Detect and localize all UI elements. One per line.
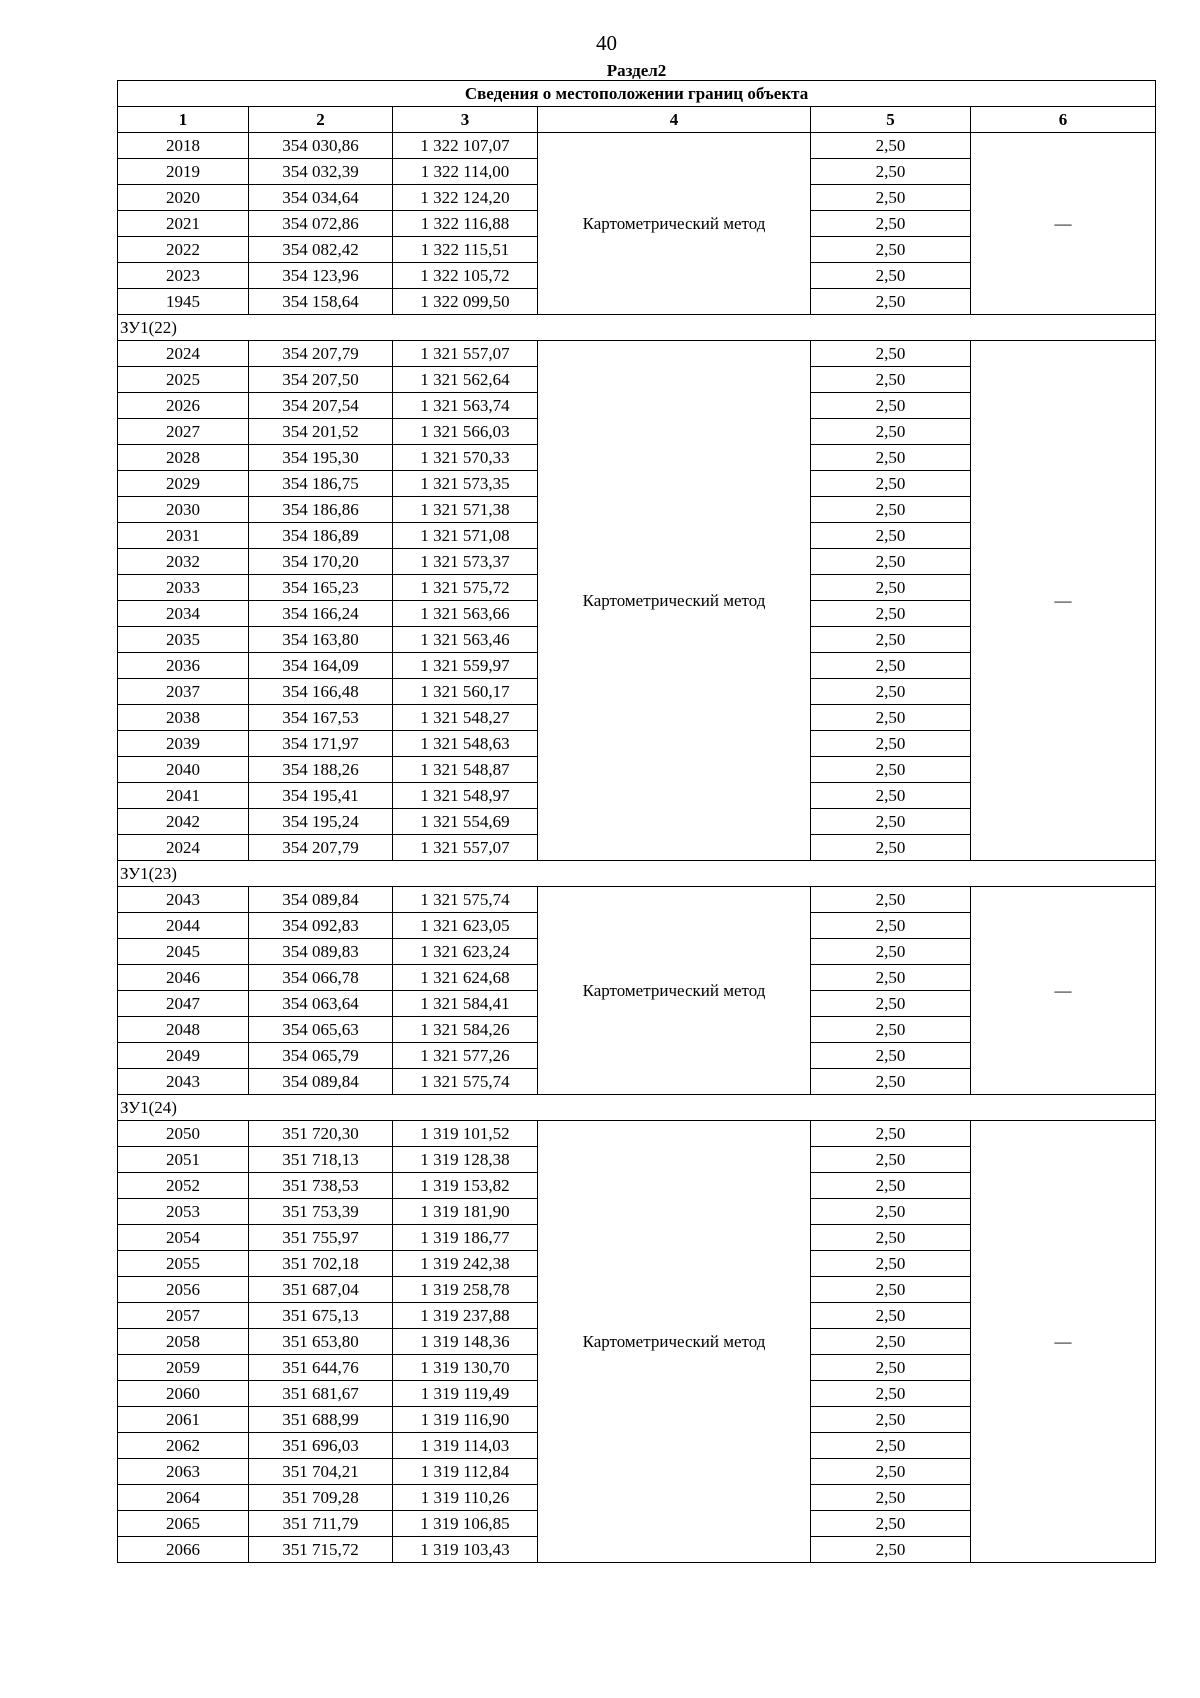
y-coordinate-cell: 1 321 623,05 <box>393 913 538 939</box>
accuracy-cell: 2,50 <box>811 1043 971 1069</box>
y-coordinate-cell: 1 321 575,74 <box>393 887 538 913</box>
point-number-cell: 2041 <box>118 783 249 809</box>
point-number-cell: 2027 <box>118 419 249 445</box>
point-number-cell: 2018 <box>118 133 249 159</box>
page-number: 40 <box>596 31 617 55</box>
group-label: ЗУ1(23) <box>118 861 1156 887</box>
column-header: 6 <box>971 107 1156 133</box>
accuracy-cell: 2,50 <box>811 1329 971 1355</box>
x-coordinate-cell: 354 164,09 <box>249 653 393 679</box>
table-row <box>118 1121 1156 1147</box>
x-coordinate-cell: 351 681,67 <box>249 1381 393 1407</box>
y-coordinate-cell: 1 321 548,63 <box>393 731 538 757</box>
group-header-row <box>118 1095 1156 1121</box>
y-coordinate-cell: 1 319 130,70 <box>393 1355 538 1381</box>
y-coordinate-cell: 1 319 110,26 <box>393 1485 538 1511</box>
y-coordinate-cell: 1 321 560,17 <box>393 679 538 705</box>
x-coordinate-cell: 354 166,24 <box>249 601 393 627</box>
x-coordinate-cell: 354 092,83 <box>249 913 393 939</box>
point-number-cell: 2024 <box>118 341 249 367</box>
y-coordinate-cell: 1 319 119,49 <box>393 1381 538 1407</box>
point-number-cell: 2046 <box>118 965 249 991</box>
y-coordinate-cell: 1 321 575,74 <box>393 1069 538 1095</box>
y-coordinate-cell: 1 322 114,00 <box>393 159 538 185</box>
accuracy-cell: 2,50 <box>811 601 971 627</box>
accuracy-cell: 2,50 <box>811 939 971 965</box>
accuracy-cell: 2,50 <box>811 1433 971 1459</box>
accuracy-cell: 2,50 <box>811 1121 971 1147</box>
y-coordinate-cell: 1 322 124,20 <box>393 185 538 211</box>
y-coordinate-cell: 1 319 242,38 <box>393 1251 538 1277</box>
accuracy-cell: 2,50 <box>811 1303 971 1329</box>
y-coordinate-cell: 1 322 107,07 <box>393 133 538 159</box>
x-coordinate-cell: 354 063,64 <box>249 991 393 1017</box>
y-coordinate-cell: 1 321 563,46 <box>393 627 538 653</box>
x-coordinate-cell: 354 066,78 <box>249 965 393 991</box>
x-coordinate-cell: 351 711,79 <box>249 1511 393 1537</box>
accuracy-cell: 2,50 <box>811 679 971 705</box>
point-number-cell: 2038 <box>118 705 249 731</box>
x-coordinate-cell: 351 704,21 <box>249 1459 393 1485</box>
x-coordinate-cell: 354 163,80 <box>249 627 393 653</box>
accuracy-cell: 2,50 <box>811 887 971 913</box>
point-number-cell: 2028 <box>118 445 249 471</box>
point-number-cell: 2060 <box>118 1381 249 1407</box>
y-coordinate-cell: 1 321 570,33 <box>393 445 538 471</box>
accuracy-cell: 2,50 <box>811 549 971 575</box>
y-coordinate-cell: 1 319 106,85 <box>393 1511 538 1537</box>
accuracy-cell: 2,50 <box>811 1511 971 1537</box>
accuracy-cell: 2,50 <box>811 1017 971 1043</box>
description-cell: — <box>971 887 1156 1095</box>
y-coordinate-cell: 1 319 114,03 <box>393 1433 538 1459</box>
point-number-cell: 2047 <box>118 991 249 1017</box>
x-coordinate-cell: 354 065,63 <box>249 1017 393 1043</box>
y-coordinate-cell: 1 321 624,68 <box>393 965 538 991</box>
accuracy-cell: 2,50 <box>811 367 971 393</box>
y-coordinate-cell: 1 321 557,07 <box>393 341 538 367</box>
y-coordinate-cell: 1 321 584,41 <box>393 991 538 1017</box>
accuracy-cell: 2,50 <box>811 1251 971 1277</box>
accuracy-cell: 2,50 <box>811 497 971 523</box>
y-coordinate-cell: 1 321 562,64 <box>393 367 538 393</box>
x-coordinate-cell: 351 675,13 <box>249 1303 393 1329</box>
point-number-cell: 2042 <box>118 809 249 835</box>
accuracy-cell: 2,50 <box>811 1381 971 1407</box>
x-coordinate-cell: 354 166,48 <box>249 679 393 705</box>
accuracy-cell: 2,50 <box>811 991 971 1017</box>
point-number-cell: 2051 <box>118 1147 249 1173</box>
y-coordinate-cell: 1 319 258,78 <box>393 1277 538 1303</box>
y-coordinate-cell: 1 319 237,88 <box>393 1303 538 1329</box>
section-label: Раздел2 <box>606 61 667 80</box>
accuracy-cell: 2,50 <box>811 731 971 757</box>
x-coordinate-cell: 354 207,79 <box>249 835 393 861</box>
accuracy-cell: 2,50 <box>811 835 971 861</box>
accuracy-cell: 2,50 <box>811 133 971 159</box>
point-number-cell: 2023 <box>118 263 249 289</box>
point-number-cell: 2043 <box>118 887 249 913</box>
group-label: ЗУ1(24) <box>118 1095 1156 1121</box>
accuracy-cell: 2,50 <box>811 1537 971 1563</box>
x-coordinate-cell: 354 030,86 <box>249 133 393 159</box>
accuracy-cell: 2,50 <box>811 575 971 601</box>
y-coordinate-cell: 1 319 112,84 <box>393 1459 538 1485</box>
x-coordinate-cell: 354 207,50 <box>249 367 393 393</box>
accuracy-cell: 2,50 <box>811 1459 971 1485</box>
accuracy-cell: 2,50 <box>811 1199 971 1225</box>
accuracy-cell: 2,50 <box>811 445 971 471</box>
point-number-cell: 2053 <box>118 1199 249 1225</box>
group-header-row <box>118 315 1156 341</box>
point-number-cell: 2036 <box>118 653 249 679</box>
x-coordinate-cell: 354 123,96 <box>249 263 393 289</box>
x-coordinate-cell: 354 082,42 <box>249 237 393 263</box>
x-coordinate-cell: 354 195,30 <box>249 445 393 471</box>
point-number-cell: 2021 <box>118 211 249 237</box>
y-coordinate-cell: 1 321 548,27 <box>393 705 538 731</box>
column-header: 3 <box>393 107 538 133</box>
point-number-cell: 2033 <box>118 575 249 601</box>
accuracy-cell: 2,50 <box>811 185 971 211</box>
y-coordinate-cell: 1 319 181,90 <box>393 1199 538 1225</box>
table-body <box>118 133 1156 1563</box>
x-coordinate-cell: 351 687,04 <box>249 1277 393 1303</box>
x-coordinate-cell: 354 158,64 <box>249 289 393 315</box>
y-coordinate-cell: 1 319 186,77 <box>393 1225 538 1251</box>
description-cell: — <box>971 133 1156 315</box>
x-coordinate-cell: 354 089,84 <box>249 887 393 913</box>
x-coordinate-cell: 354 065,79 <box>249 1043 393 1069</box>
point-number-cell: 2025 <box>118 367 249 393</box>
point-number-cell: 2061 <box>118 1407 249 1433</box>
accuracy-cell: 2,50 <box>811 471 971 497</box>
accuracy-cell: 2,50 <box>811 237 971 263</box>
table-caption: Сведения о местоположении границ объекта <box>118 81 1156 107</box>
point-number-cell: 2056 <box>118 1277 249 1303</box>
x-coordinate-cell: 354 032,39 <box>249 159 393 185</box>
y-coordinate-cell: 1 322 105,72 <box>393 263 538 289</box>
y-coordinate-cell: 1 321 563,74 <box>393 393 538 419</box>
x-coordinate-cell: 351 709,28 <box>249 1485 393 1511</box>
point-number-cell: 2055 <box>118 1251 249 1277</box>
x-coordinate-cell: 351 653,80 <box>249 1329 393 1355</box>
method-cell: Картометрический метод <box>538 887 811 1095</box>
y-coordinate-cell: 1 319 148,36 <box>393 1329 538 1355</box>
y-coordinate-cell: 1 321 573,35 <box>393 471 538 497</box>
column-header: 1 <box>118 107 249 133</box>
x-coordinate-cell: 354 195,41 <box>249 783 393 809</box>
x-coordinate-cell: 351 688,99 <box>249 1407 393 1433</box>
table-row <box>118 133 1156 159</box>
y-coordinate-cell: 1 321 575,72 <box>393 575 538 601</box>
point-number-cell: 2037 <box>118 679 249 705</box>
method-cell: Картометрический метод <box>538 133 811 315</box>
y-coordinate-cell: 1 322 099,50 <box>393 289 538 315</box>
accuracy-cell: 2,50 <box>811 1147 971 1173</box>
x-coordinate-cell: 354 165,23 <box>249 575 393 601</box>
accuracy-cell: 2,50 <box>811 159 971 185</box>
x-coordinate-cell: 354 171,97 <box>249 731 393 757</box>
accuracy-cell: 2,50 <box>811 1485 971 1511</box>
point-number-cell: 2031 <box>118 523 249 549</box>
accuracy-cell: 2,50 <box>811 211 971 237</box>
point-number-cell: 2030 <box>118 497 249 523</box>
accuracy-cell: 2,50 <box>811 705 971 731</box>
y-coordinate-cell: 1 321 577,26 <box>393 1043 538 1069</box>
x-coordinate-cell: 351 755,97 <box>249 1225 393 1251</box>
accuracy-cell: 2,50 <box>811 783 971 809</box>
point-number-cell: 2026 <box>118 393 249 419</box>
table-row <box>118 887 1156 913</box>
point-number-cell: 2039 <box>118 731 249 757</box>
y-coordinate-cell: 1 321 559,97 <box>393 653 538 679</box>
x-coordinate-cell: 354 167,53 <box>249 705 393 731</box>
y-coordinate-cell: 1 322 116,88 <box>393 211 538 237</box>
point-number-cell: 2049 <box>118 1043 249 1069</box>
point-number-cell: 2020 <box>118 185 249 211</box>
x-coordinate-cell: 354 188,26 <box>249 757 393 783</box>
x-coordinate-cell: 351 738,53 <box>249 1173 393 1199</box>
point-number-cell: 2058 <box>118 1329 249 1355</box>
y-coordinate-cell: 1 321 571,08 <box>393 523 538 549</box>
accuracy-cell: 2,50 <box>811 1173 971 1199</box>
point-number-cell: 2044 <box>118 913 249 939</box>
x-coordinate-cell: 354 207,79 <box>249 341 393 367</box>
point-number-cell: 2062 <box>118 1433 249 1459</box>
point-number-cell: 2035 <box>118 627 249 653</box>
accuracy-cell: 2,50 <box>811 913 971 939</box>
point-number-cell: 2048 <box>118 1017 249 1043</box>
accuracy-cell: 2,50 <box>811 289 971 315</box>
x-coordinate-cell: 354 207,54 <box>249 393 393 419</box>
x-coordinate-cell: 354 186,75 <box>249 471 393 497</box>
y-coordinate-cell: 1 321 573,37 <box>393 549 538 575</box>
x-coordinate-cell: 354 201,52 <box>249 419 393 445</box>
point-number-cell: 2066 <box>118 1537 249 1563</box>
method-cell: Картометрический метод <box>538 341 811 861</box>
point-number-cell: 2034 <box>118 601 249 627</box>
accuracy-cell: 2,50 <box>811 653 971 679</box>
point-number-cell: 2043 <box>118 1069 249 1095</box>
column-header: 2 <box>249 107 393 133</box>
point-number-cell: 2054 <box>118 1225 249 1251</box>
group-header-row <box>118 861 1156 887</box>
point-number-cell: 2032 <box>118 549 249 575</box>
x-coordinate-cell: 351 715,72 <box>249 1537 393 1563</box>
point-number-cell: 2045 <box>118 939 249 965</box>
accuracy-cell: 2,50 <box>811 523 971 549</box>
accuracy-cell: 2,50 <box>811 419 971 445</box>
column-header: 4 <box>538 107 811 133</box>
accuracy-cell: 2,50 <box>811 1225 971 1251</box>
accuracy-cell: 2,50 <box>811 1069 971 1095</box>
y-coordinate-cell: 1 319 153,82 <box>393 1173 538 1199</box>
y-coordinate-cell: 1 319 101,52 <box>393 1121 538 1147</box>
method-cell: Картометрический метод <box>538 1121 811 1563</box>
accuracy-cell: 2,50 <box>811 1355 971 1381</box>
point-number-cell: 2063 <box>118 1459 249 1485</box>
description-cell: — <box>971 1121 1156 1563</box>
accuracy-cell: 2,50 <box>811 341 971 367</box>
x-coordinate-cell: 351 718,13 <box>249 1147 393 1173</box>
y-coordinate-cell: 1 321 563,66 <box>393 601 538 627</box>
x-coordinate-cell: 354 186,86 <box>249 497 393 523</box>
x-coordinate-cell: 354 186,89 <box>249 523 393 549</box>
point-number-cell: 2019 <box>118 159 249 185</box>
description-cell: — <box>971 341 1156 861</box>
y-coordinate-cell: 1 319 116,90 <box>393 1407 538 1433</box>
x-coordinate-cell: 354 170,20 <box>249 549 393 575</box>
x-coordinate-cell: 354 195,24 <box>249 809 393 835</box>
point-number-cell: 2050 <box>118 1121 249 1147</box>
y-coordinate-cell: 1 321 548,97 <box>393 783 538 809</box>
accuracy-cell: 2,50 <box>811 1277 971 1303</box>
y-coordinate-cell: 1 321 584,26 <box>393 1017 538 1043</box>
x-coordinate-cell: 354 072,86 <box>249 211 393 237</box>
accuracy-cell: 2,50 <box>811 809 971 835</box>
point-number-cell: 2024 <box>118 835 249 861</box>
y-coordinate-cell: 1 321 623,24 <box>393 939 538 965</box>
group-label: ЗУ1(22) <box>118 315 1156 341</box>
point-number-cell: 2057 <box>118 1303 249 1329</box>
accuracy-cell: 2,50 <box>811 1407 971 1433</box>
accuracy-cell: 2,50 <box>811 393 971 419</box>
x-coordinate-cell: 354 089,84 <box>249 1069 393 1095</box>
point-number-cell: 2064 <box>118 1485 249 1511</box>
x-coordinate-cell: 351 753,39 <box>249 1199 393 1225</box>
accuracy-cell: 2,50 <box>811 627 971 653</box>
x-coordinate-cell: 351 696,03 <box>249 1433 393 1459</box>
y-coordinate-cell: 1 321 571,38 <box>393 497 538 523</box>
point-number-cell: 2065 <box>118 1511 249 1537</box>
y-coordinate-cell: 1 321 566,03 <box>393 419 538 445</box>
x-coordinate-cell: 351 702,18 <box>249 1251 393 1277</box>
accuracy-cell: 2,50 <box>811 965 971 991</box>
x-coordinate-cell: 354 034,64 <box>249 185 393 211</box>
point-number-cell: 2029 <box>118 471 249 497</box>
y-coordinate-cell: 1 319 103,43 <box>393 1537 538 1563</box>
accuracy-cell: 2,50 <box>811 263 971 289</box>
x-coordinate-cell: 351 644,76 <box>249 1355 393 1381</box>
table-row <box>118 341 1156 367</box>
x-coordinate-cell: 354 089,83 <box>249 939 393 965</box>
accuracy-cell: 2,50 <box>811 757 971 783</box>
x-coordinate-cell: 351 720,30 <box>249 1121 393 1147</box>
point-number-cell: 2052 <box>118 1173 249 1199</box>
boundary-table <box>117 80 1156 1563</box>
point-number-cell: 1945 <box>118 289 249 315</box>
y-coordinate-cell: 1 321 548,87 <box>393 757 538 783</box>
y-coordinate-cell: 1 321 554,69 <box>393 809 538 835</box>
point-number-cell: 2022 <box>118 237 249 263</box>
column-header: 5 <box>811 107 971 133</box>
y-coordinate-cell: 1 319 128,38 <box>393 1147 538 1173</box>
point-number-cell: 2059 <box>118 1355 249 1381</box>
y-coordinate-cell: 1 321 557,07 <box>393 835 538 861</box>
y-coordinate-cell: 1 322 115,51 <box>393 237 538 263</box>
point-number-cell: 2040 <box>118 757 249 783</box>
